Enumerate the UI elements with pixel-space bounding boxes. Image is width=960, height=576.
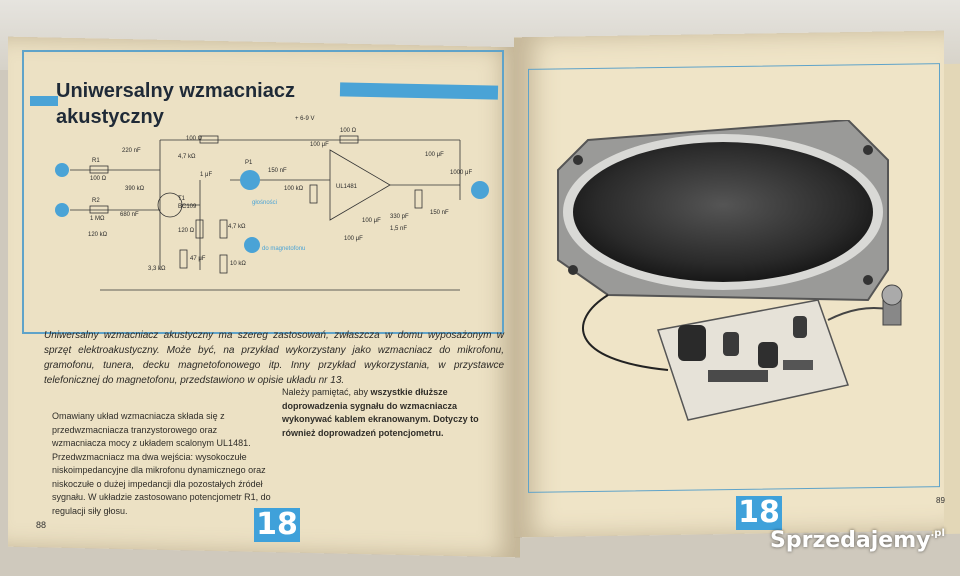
c5-value: 150 nF [268, 168, 287, 174]
r5-value: 4,7 kΩ [178, 154, 196, 160]
supply-label: + 6-9 V [295, 116, 315, 122]
body-column-2: Należy pamiętać, aby wszystkie dłuższe doprowadzenia sygnału do wzmacniacza wykonywać kablem ekranowanym. Dotyczy to również doprowadzeń potencjometru. [282, 387, 479, 438]
c11-value: 1,5 nF [390, 226, 408, 232]
r12-value: 100 kΩ [284, 186, 304, 192]
r7-value: 3,3 kΩ [148, 266, 166, 272]
speaker-and-pcb-photo [548, 120, 938, 450]
volume-note: głośności [252, 200, 278, 206]
intro-caption: Uniwersalny wzmacniacz akustyczny ma szereg zastosowań, zwłaszcza w domu wyposażonym w sprzęt elektroakustyczny. Może być, na przykład wykorzystany jako wzmacniacz do mikrofonu, gramofonu, tunera, decku magnetofonowego itp. Inny przykład wykorzystania, w przystawce telefonicznej do magnetofonu, przedstawiono w opisie układu nr 13. [44, 330, 504, 386]
page-title: Uniwersalny wzmacniacz akustyczny [56, 80, 295, 128]
c3-value: 1 μF [200, 172, 213, 178]
r9-value: 10 kΩ [230, 261, 246, 267]
p1-label: P1 [245, 160, 253, 166]
c10-value: 330 pF [390, 214, 409, 220]
project-number-badge: 18 [254, 508, 300, 542]
c1-value: 220 nF [122, 148, 141, 154]
circuit-schematic [40, 110, 500, 310]
page-number-right: 89 [936, 496, 945, 505]
r2-value: 1 MΩ [90, 216, 105, 222]
site-watermark: Sprzedajemy$^{.pl}$ [770, 528, 945, 553]
r1-value: 100 Ω [90, 176, 107, 182]
c13-value: 1000 μF [450, 170, 473, 176]
c8-value: 100 μF [425, 152, 444, 158]
tape-note: do magnetofonu [262, 246, 306, 252]
c9-value: 100 μF [362, 218, 381, 224]
r11-value: 100 Ω [186, 136, 203, 142]
t1-label: T1 [178, 196, 186, 202]
t1-value: BC109 [178, 204, 197, 210]
c12-value: 150 nF [430, 210, 449, 216]
page-number-left: 88 [36, 520, 47, 530]
r13-value: 100 Ω [340, 128, 357, 134]
project-number-badge-right: 18 [736, 496, 782, 530]
ic-label: UL1481 [336, 184, 358, 190]
r6-value: 120 Ω [178, 228, 195, 234]
r3-value: 390 kΩ [125, 186, 145, 192]
body-column-1: Omawiany układ wzmacniacza składa się z przedwzmacniacza tranzystorowego oraz wzmacniacza mocy z układem scalonym UL1481. Przedwzmacniacz ma dwa wejścia: wysokoczułe niskoimpedancyjne dla mikrofonu dynamicznego oraz niskoczułe o dużej impedancji dla pozostałych źródeł sygnału. W układzie zastosowano potencjometr R1, do regulacji siły głosu. [52, 411, 271, 516]
c4-value: 47 μF [190, 256, 206, 262]
r8-value: 4,7 kΩ [228, 224, 246, 230]
r2-label: R2 [92, 198, 100, 204]
c2-value: 680 nF [120, 212, 139, 218]
title-accent-bar [30, 96, 58, 106]
c7-value: 100 μF [344, 236, 363, 242]
r1-label: R1 [92, 158, 100, 164]
c6-value: 100 μF [310, 142, 329, 148]
r4-value: 120 kΩ [88, 232, 108, 238]
